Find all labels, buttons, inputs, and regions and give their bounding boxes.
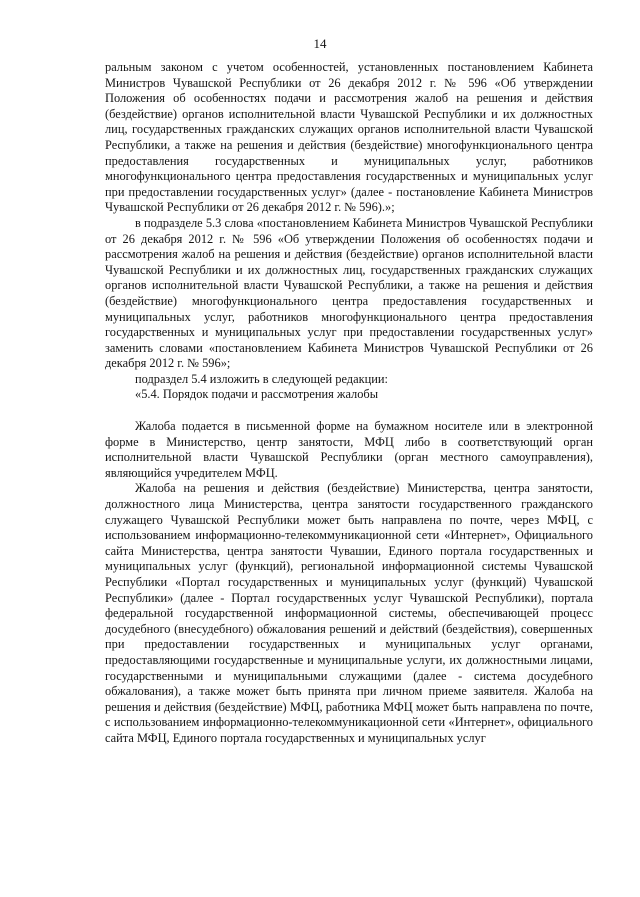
paragraph-complaint-channels: Жалоба на решения и действия (бездействие) Министерства, центра занятости, должностного лица Министерства, центра занятости государственного гражданского служащего Чувашской Республики может быть направлена по почте, через МФЦ, с использованием информационно-телекоммуникационной сети «Интернет», Официального сайта Министерства, центра занятости Чувашии, Единого портала государственных и муниципальных услуг (функций), региональной информационной системы Чувашской Республики «Портал государственных и муниципальных услуг (функций) Чувашской Республики» (далее - Портал государственных услуг Чувашской Республики), портала федеральной государственной информационной системы, обеспечивающей процесс досудебного (внесудебного) обжалования решений и действий (бездействия), совершенных при предоставлении государственных и муниципальных услуг органами, предоставляющими государственные и муниципальные услуги, их должностными лицами, государственными и муниципальными служащими (далее - система досудебного обжалования), а также может быть принята при личном приеме заявителя. Жалоба на решения и действия (бездействие) МФЦ, работника МФЦ может быть направлена по почте, с использованием информационно-телекоммуникационной сети «Интернет», официального сайта МФЦ, Единого портала государственных и муниципальных услуг: [105, 481, 593, 745]
paragraph-subsection-5-4-intro: подраздел 5.4 изложить в следующей редакции:: [135, 371, 388, 386]
paragraph-continuation: ральным законом с учетом особенностей, установленных постановлением Кабинета Министров Чувашской Республики от 26 декабря 2012 г. № 596 «Об утверждении Положения об особенностях подачи и рассмотрения жалоб на решения и действия (бездействие) органов исполнительной власти Чувашской Республики и их должностных лиц, государственных гражданских служащих органов исполнительной власти Чувашской Республики, а также на решения и действия (бездействие) многофункционального центра предоставления государственных и муниципальных услуг, работников многофункционального центра предоставления государственных и муниципальных услуг при предоставлении государственных услуг» (далее - постановление Кабинета Министров Чувашской Республики от 26 декабря 2012 г. № 596).»;: [105, 60, 593, 215]
page-number: 14: [313, 36, 327, 51]
paragraph-complaint-form: Жалоба подается в письменной форме на бумажном носителе или в электронной форме в Министерство, центр занятости, МФЦ либо в соответствующий орган исполнительной власти Чувашской Республики (орган местного самоуправления), являющийся учредителем МФЦ.: [105, 419, 593, 480]
section-heading-5-4: «5.4. Порядок подачи и рассмотрения жалобы: [135, 387, 379, 402]
paragraph-subsection-5-3: в подразделе 5.3 слова «постановлением Кабинета Министров Чувашской Республики от 26 декабря 2012 г. № 596 «Об утверждении Положения об особенностях подачи и рассмотрения жалоб на решения и действия (бездействие) органов исполнительной власти Чувашской Республики и их должностных лиц, государственных гражданских служащих органов исполнительной власти Чувашской Республики, а также на решения и действия (бездействие) многофункционального центра предоставления государственных и муниципальных услуг, работников многофункционального центра предоставления государственных и муниципальных услуг при предоставлении государственных услуг» заменить словами «постановлением Кабинета Министров Чувашской Республики от 26 декабря 2012 г. № 596»;: [105, 215, 593, 371]
document-body: [105, 60, 593, 747]
paragraph-gap: [105, 403, 593, 419]
